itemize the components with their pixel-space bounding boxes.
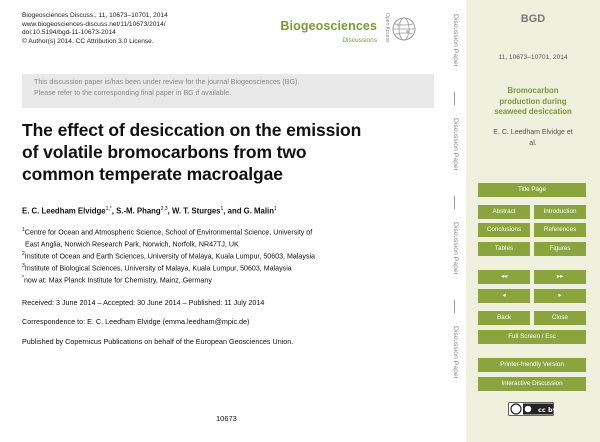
page-number: 10673: [216, 414, 237, 423]
correspondence: Correspondence to: E. C. Leedham Elvidge (emma.leedham@mpic.de): [22, 317, 250, 326]
last-page-button[interactable]: ▸▸: [534, 270, 586, 284]
conclusions-button[interactable]: Conclusions: [478, 223, 530, 237]
journal-line: Biogeosciences Discuss., 11, 10673–10701, 2014: [22, 12, 168, 19]
sidebar: [466, 0, 600, 442]
doi: doi:10.5194/bgd-11-10673-2014: [22, 29, 116, 37]
citation-block: [22, 12, 168, 46]
title-line-3: common temperate macroalgae: [22, 163, 283, 184]
full-screen-button[interactable]: Full Screen / Esc: [478, 330, 586, 344]
strip-divider: [454, 300, 455, 313]
notice-line-1: This discussion paper is/has been under review for the journal Biogeosciences (BG).: [34, 78, 300, 86]
discussion-paper-strip: Discussion Paper Discussion Paper Discussion Paper Discussion Paper: [452, 14, 459, 379]
sidebar-short-title: Bromocarbon production during seaweed desiccation: [494, 86, 572, 116]
interactive-discussion-button[interactable]: Interactive Discussion: [478, 377, 586, 391]
introduction-button[interactable]: Introduction: [534, 205, 586, 219]
paper-url[interactable]: www.biogeosciences-discuss.net/11/10673/2014/: [22, 20, 166, 28]
cc-license-icon[interactable]: [508, 402, 557, 416]
next-page-button[interactable]: ▸: [534, 289, 586, 303]
references-button[interactable]: References: [534, 223, 586, 237]
affiliation: $^1$Centre for Ocean and Atmospheric Science, School of Environmental Science, University of: [22, 227, 313, 237]
logo-name: Biogeosciences: [280, 19, 377, 33]
publisher-note: Published by Copernicus Publications on behalf of the European Geosciences Union.: [22, 337, 294, 346]
figures-button[interactable]: Figures: [534, 242, 586, 256]
globe-icon: [391, 16, 417, 42]
tables-button[interactable]: Tables: [478, 242, 530, 256]
author-2-affil: 2,3: [160, 206, 168, 212]
author-1: E. C. Leedham Elvidge: [22, 206, 106, 216]
author-3: , W. T. Sturges: [167, 206, 221, 216]
previous-page-button[interactable]: ◂: [478, 289, 530, 303]
author-4: , and G. Malin: [223, 206, 274, 216]
title-line-1: The effect of desiccation on the emission: [22, 120, 362, 140]
printer-friendly-button[interactable]: Printer-friendly Version: [478, 358, 586, 372]
sidebar-authors: E. C. Leedham Elvidge et al.: [493, 129, 573, 147]
review-notice: [22, 74, 434, 108]
affiliations: [22, 226, 440, 286]
journal-logo: [280, 12, 399, 56]
author-1-affil: 1,*: [105, 206, 112, 212]
publication-dates: Received: 3 June 2014 – Accepted: 30 June 2014 – Published: 11 July 2014: [22, 298, 265, 307]
open-access-label: Open Access: [384, 13, 390, 43]
journal-abbreviation: BGD: [520, 13, 546, 25]
logo-subtitle: Discussions: [342, 37, 377, 44]
affiliation: *now at: Max Planck Institute for Chemistry, Mainz, Germany: [22, 274, 212, 285]
copyright: © Author(s) 2014. CC Attribution 3.0 License.: [22, 37, 154, 45]
close-button[interactable]: Close: [534, 311, 586, 325]
title-line-2: of volatile bromocarbons from two: [22, 141, 307, 162]
affiliation: $^3$Institute of Biological Sciences, University of Malaya, Kuala Lumpur, 50603, Malaysia: [22, 262, 292, 273]
affiliation: $^2$Institute of Ocean and Earth Sciences, University of Malaya, Kuala Lumpur, 50603, Malaysia: [22, 250, 315, 261]
notice-line-2: Please refer to the corresponding final paper in BG if available.: [34, 88, 232, 97]
title-page-button[interactable]: Title Page: [478, 183, 586, 197]
strip-divider: [454, 196, 455, 209]
abstract-button[interactable]: Abstract: [478, 205, 530, 219]
author-2: , S.-M. Phang: [111, 206, 161, 216]
cc-license-label: cc by: [538, 405, 557, 414]
affiliation: East Anglia, Norwich Research Park, Norwich, Norfolk, NR47TJ, UK: [25, 240, 239, 249]
paper-title: [22, 120, 442, 185]
strip-divider: [454, 92, 455, 105]
author-list: [22, 206, 277, 216]
first-page-button[interactable]: ◂◂: [478, 270, 530, 284]
author-3-affil: 1: [220, 206, 224, 212]
author-4-affil: 1: [273, 206, 277, 212]
sidebar-citation: 11, 10673–10701, 2014: [498, 54, 568, 61]
back-button[interactable]: Back: [478, 311, 530, 325]
